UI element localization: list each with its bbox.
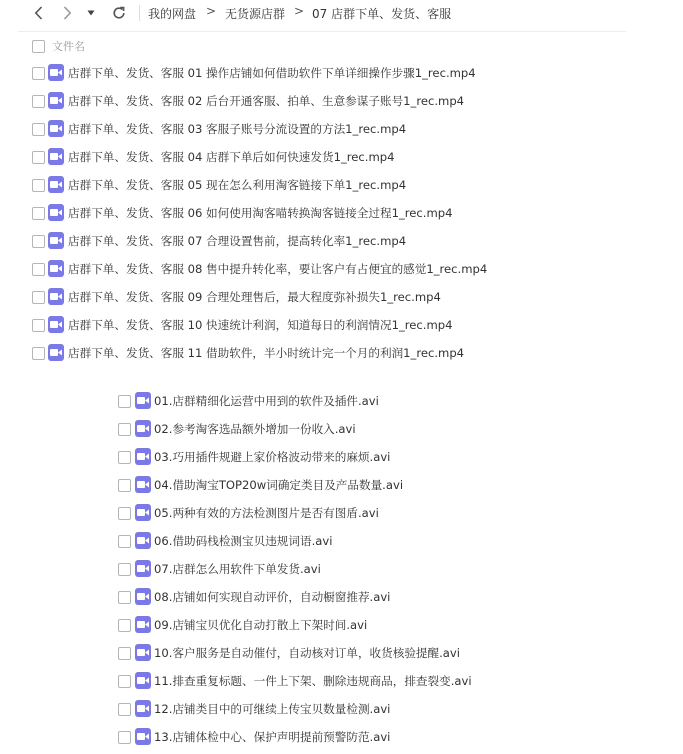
breadcrumb-current-folder[interactable]: 07 店群下单、发货、客服	[312, 7, 452, 21]
file-row[interactable]	[118, 670, 538, 692]
file-name[interactable]: 12.店铺类目中的可继续上传宝贝数量检测.avi	[154, 702, 391, 716]
video-file-icon	[48, 148, 64, 165]
file-checkbox[interactable]	[32, 95, 45, 108]
breadcrumb-my-drive[interactable]: 我的网盘	[148, 7, 197, 21]
file-name[interactable]: 08.店铺如何实现自动评价，自动橱窗推荐.avi	[154, 590, 391, 604]
file-row[interactable]	[32, 118, 622, 140]
file-checkbox[interactable]	[118, 675, 131, 688]
video-file-icon	[135, 420, 151, 437]
video-file-icon	[48, 288, 64, 305]
file-name[interactable]: 店群下单、发货、客服 08 售中提升转化率，要让客户有占便宜的感觉1_rec.mp4	[68, 262, 488, 276]
breadcrumb-separator: >	[206, 4, 217, 18]
video-file-icon	[135, 532, 151, 549]
file-checkbox[interactable]	[118, 619, 131, 632]
file-checkbox[interactable]	[32, 319, 45, 332]
file-row[interactable]	[118, 390, 538, 412]
video-file-icon	[48, 64, 64, 81]
video-file-icon	[135, 616, 151, 633]
file-name[interactable]: 09.店铺宝贝优化自动打散上下架时间.avi	[154, 618, 368, 632]
video-file-icon	[135, 728, 151, 745]
file-checkbox[interactable]	[118, 703, 131, 716]
nav-divider	[18, 31, 626, 32]
column-header-filename[interactable]: 文件名	[52, 40, 85, 53]
file-row[interactable]	[118, 614, 538, 636]
video-file-icon	[135, 448, 151, 465]
video-file-icon	[135, 392, 151, 409]
file-name[interactable]: 店群下单、发货、客服 04 店群下单后如何快速发货1_rec.mp4	[68, 150, 395, 164]
file-name[interactable]: 店群下单、发货、客服 01 操作店铺如何借助软件下单详细操作步骤1_rec.mp4	[68, 66, 476, 80]
file-checkbox[interactable]	[118, 479, 131, 492]
file-checkbox[interactable]	[118, 395, 131, 408]
file-row[interactable]	[32, 342, 622, 364]
file-checkbox[interactable]	[118, 451, 131, 464]
file-row[interactable]	[118, 474, 538, 496]
breadcrumb-separator: >	[294, 4, 305, 18]
file-row[interactable]	[32, 314, 622, 336]
breadcrumb-folder[interactable]: 无货源店群	[225, 7, 286, 21]
file-row[interactable]	[118, 586, 538, 608]
file-checkbox[interactable]	[118, 507, 131, 520]
chevron-left-icon[interactable]	[28, 3, 48, 23]
file-row[interactable]	[118, 726, 538, 748]
file-checkbox[interactable]	[32, 235, 45, 248]
file-name[interactable]: 07.店群怎么用软件下单发货.avi	[154, 562, 321, 576]
file-name[interactable]: 店群下单、发货、客服 09 合理处理售后，最大程度弥补损失1_rec.mp4	[68, 290, 441, 304]
file-name[interactable]: 13.店铺体检中心、保护声明提前预警防范.avi	[154, 730, 391, 744]
file-checkbox[interactable]	[118, 423, 131, 436]
file-row[interactable]	[32, 90, 622, 112]
file-name[interactable]: 03.巧用插件规避上家价格波动带来的麻烦.avi	[154, 450, 391, 464]
video-file-icon	[135, 644, 151, 661]
chevron-right-icon[interactable]	[57, 3, 77, 23]
video-file-icon	[48, 204, 64, 221]
file-row[interactable]	[32, 146, 622, 168]
file-name[interactable]: 店群下单、发货、客服 10 快速统计利润，知道每日的利润情况1_rec.mp4	[68, 318, 453, 332]
file-checkbox[interactable]	[32, 263, 45, 276]
file-row[interactable]	[32, 230, 622, 252]
file-row[interactable]	[118, 502, 538, 524]
file-row[interactable]	[118, 698, 538, 720]
video-file-icon	[48, 260, 64, 277]
toolbar-divider	[139, 5, 140, 21]
video-file-icon	[135, 476, 151, 493]
file-name[interactable]: 店群下单、发货、客服 07 合理设置售前，提高转化率1_rec.mp4	[68, 234, 407, 248]
video-file-icon	[48, 120, 64, 137]
video-file-icon	[135, 672, 151, 689]
file-checkbox[interactable]	[118, 731, 131, 744]
file-checkbox[interactable]	[118, 563, 131, 576]
video-file-icon	[135, 504, 151, 521]
file-checkbox[interactable]	[118, 535, 131, 548]
file-row[interactable]	[118, 530, 538, 552]
video-file-icon	[48, 316, 64, 333]
file-name[interactable]: 02.参考淘客选品额外增加一份收入.avi	[154, 422, 356, 436]
file-checkbox[interactable]	[32, 291, 45, 304]
file-row[interactable]	[118, 642, 538, 664]
file-name[interactable]: 店群下单、发货、客服 02 后台开通客服、拍单、生意参谋子账号1_rec.mp4	[68, 94, 465, 108]
file-name[interactable]: 店群下单、发货、客服 03 客服子账号分流设置的方法1_rec.mp4	[68, 122, 407, 136]
video-file-icon	[48, 344, 64, 361]
file-name[interactable]: 04.借助淘宝TOP20w词确定类目及产品数量.avi	[154, 478, 404, 492]
file-checkbox[interactable]	[118, 591, 131, 604]
file-name[interactable]: 06.借助码栈检测宝贝违规词语.avi	[154, 534, 333, 548]
video-file-icon	[48, 232, 64, 249]
file-checkbox[interactable]	[32, 347, 45, 360]
file-name[interactable]: 店群下单、发货、客服 06 如何使用淘客喵转换淘客链接全过程1_rec.mp4	[68, 206, 453, 220]
file-name[interactable]: 05.两种有效的方法检测图片是否有图盾.avi	[154, 506, 379, 520]
video-file-icon	[48, 176, 64, 193]
video-file-icon	[135, 588, 151, 605]
file-row[interactable]	[32, 258, 622, 280]
file-checkbox[interactable]	[32, 207, 45, 220]
file-row[interactable]	[32, 62, 622, 84]
file-name[interactable]: 店群下单、发货、客服 05 现在怎么利用淘客链接下单1_rec.mp4	[68, 178, 407, 192]
file-row[interactable]	[32, 286, 622, 308]
refresh-icon[interactable]	[109, 3, 129, 23]
video-file-icon	[135, 700, 151, 717]
navigation-bar	[0, 0, 683, 26]
file-row[interactable]	[118, 446, 538, 468]
file-row[interactable]	[118, 558, 538, 580]
file-name[interactable]: 10.客户服务是自动催付，自动核对订单，收货核验提醒.avi	[154, 646, 460, 660]
file-name[interactable]: 店群下单、发货、客服 11 借助软件，半小时统计完一个月的利润1_rec.mp4	[68, 346, 465, 360]
file-name[interactable]: 01.店群精细化运营中用到的软件及插件.avi	[154, 394, 379, 408]
file-name[interactable]: 11.排查重复标题、一件上下架、删除违规商品，排查裂变.avi	[154, 674, 472, 688]
select-all-checkbox[interactable]	[32, 40, 45, 53]
video-file-icon	[48, 92, 64, 109]
file-row[interactable]	[32, 174, 622, 196]
file-checkbox[interactable]	[118, 647, 131, 660]
file-checkbox[interactable]	[32, 179, 45, 192]
file-checkbox[interactable]	[32, 123, 45, 136]
file-row[interactable]	[32, 202, 622, 224]
file-checkbox[interactable]	[32, 151, 45, 164]
file-checkbox[interactable]	[32, 67, 45, 80]
video-file-icon	[135, 560, 151, 577]
caret-down-icon[interactable]	[81, 3, 101, 23]
file-row[interactable]	[118, 418, 538, 440]
